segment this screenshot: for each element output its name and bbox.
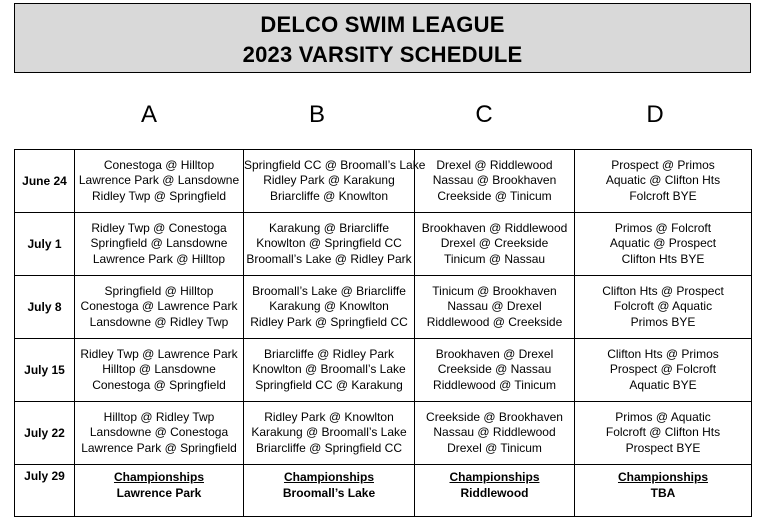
matchups-cell-b	[244, 402, 415, 465]
championship-row	[15, 465, 752, 517]
week-date: July 8	[15, 276, 75, 339]
matchups-cell-b	[244, 213, 415, 276]
matchup: Folcroft BYE	[629, 188, 697, 203]
matchup: Tinicum @ Nassau	[443, 251, 546, 266]
championship-label: Championships	[113, 470, 204, 484]
matchups-cell-d	[575, 402, 752, 465]
division-header-d: D	[646, 101, 664, 128]
championship-venue: TBA	[650, 486, 676, 500]
matchup: Creekside @ Nassau	[437, 362, 552, 377]
matchups-cell-d	[575, 150, 752, 213]
matchup: Briarcliffe @ Ridley Park	[264, 346, 394, 361]
championship-cell-c	[415, 465, 575, 517]
championship-venue: Lawrence Park	[116, 486, 202, 500]
table-row	[15, 276, 752, 339]
matchup: Springfield CC @ Karakung	[255, 377, 403, 392]
matchup: Brookhaven @ Riddlewood	[421, 220, 568, 235]
table-row	[15, 213, 752, 276]
matchups-cell-c	[415, 276, 575, 339]
division-header-a: A	[140, 101, 157, 128]
matchup: Clifton Hts BYE	[621, 251, 705, 266]
matchups-cell-d	[575, 276, 752, 339]
matchup: Folcroft @ Aquatic	[613, 299, 713, 314]
week-date: July 22	[15, 402, 75, 465]
matchup: Clifton Hts @ Prospect	[602, 283, 724, 298]
matchup: Drexel @ Riddlewood	[436, 157, 553, 172]
matchup: Lawrence Park @ Hilltop	[92, 251, 226, 266]
matchup: Folcroft @ Clifton Hts	[605, 425, 721, 440]
division-header-c: C	[475, 101, 493, 128]
table-row	[15, 339, 752, 402]
matchup: Creekside @ Brookhaven	[426, 409, 563, 424]
matchup: Conestoga @ Hilltop	[103, 157, 215, 172]
matchups-cell-b	[244, 150, 426, 213]
matchup: Hilltop @ Lansdowne	[102, 362, 216, 377]
matchup: Riddlewood @ Tinicum	[433, 377, 556, 392]
matchup: Creekside @ Tinicum	[437, 188, 552, 203]
championship-cell-d	[575, 465, 752, 517]
week-date: July 1	[15, 213, 75, 276]
division-header-b: B	[308, 101, 325, 128]
matchups-cell-d	[575, 213, 752, 276]
schedule-title: 2023 VARSITY SCHEDULE	[242, 42, 523, 67]
matchup: Broomall’s Lake @ Briarcliffe	[252, 283, 406, 298]
matchup: Lansdowne @ Ridley Twp	[89, 314, 229, 329]
championship-venue: Broomall’s Lake	[282, 486, 376, 500]
matchups-cell-c	[415, 402, 575, 465]
matchup: Springfield @ Hilltop	[104, 283, 214, 298]
matchup: Briarcliffe @ Springfield CC	[255, 440, 402, 455]
matchups-cell-c	[415, 339, 575, 402]
matchup: Springfield CC @ Broomall’s Lake	[244, 157, 426, 172]
matchup: Prospect @ Folcroft	[609, 362, 717, 377]
matchup: Tinicum @ Brookhaven	[432, 283, 557, 298]
matchup: Prospect BYE	[625, 440, 701, 455]
championship-cell-a	[75, 465, 244, 517]
matchup: Conestoga @ Springfield	[92, 377, 226, 392]
matchup: Aquatic @ Prospect	[609, 236, 717, 251]
matchup: Primos BYE	[630, 314, 696, 329]
table-row	[15, 150, 752, 213]
matchup: Ridley Park @ Karakung	[263, 173, 395, 188]
championship-label: Championships	[617, 470, 708, 484]
matchup: Karakung @ Broomall’s Lake	[251, 425, 407, 440]
matchup: Springfield @ Lansdowne	[90, 236, 228, 251]
matchup: Hilltop @ Ridley Twp	[103, 409, 215, 424]
matchup: Lansdowne @ Conestoga	[89, 425, 229, 440]
matchups-cell-c	[415, 150, 575, 213]
matchup: Drexel @ Creekside	[440, 236, 549, 251]
matchup: Knowlton @ Springfield CC	[256, 236, 402, 251]
division-headers	[14, 101, 751, 135]
table-row	[15, 402, 752, 465]
matchup: Knowlton @ Broomall’s Lake	[252, 362, 406, 377]
schedule-table	[14, 149, 752, 517]
matchup: Karakung @ Knowlton	[269, 299, 389, 314]
matchups-cell-b	[244, 276, 415, 339]
matchup: Aquatic @ Clifton Hts	[605, 173, 721, 188]
matchup: Nassau @ Riddlewood	[433, 425, 556, 440]
title-banner	[14, 3, 751, 73]
week-date: June 24	[15, 150, 75, 213]
matchups-cell-a	[75, 402, 244, 465]
matchups-cell-a	[75, 213, 244, 276]
championship-label: Championships	[283, 470, 374, 484]
matchup: Clifton Hts @ Primos	[607, 346, 719, 361]
matchup: Lawrence Park @ Springfield	[81, 440, 237, 455]
matchup: Broomall’s Lake @ Ridley Park	[246, 251, 412, 266]
week-date: July 15	[15, 339, 75, 402]
matchup: Briarcliffe @ Knowlton	[269, 188, 388, 203]
matchup: Nassau @ Brookhaven	[432, 173, 557, 188]
matchup: Brookhaven @ Drexel	[435, 346, 554, 361]
championship-venue: Riddlewood	[460, 486, 529, 500]
matchup: Conestoga @ Lawrence Park	[80, 299, 238, 314]
matchups-cell-d	[575, 339, 752, 402]
matchup: Riddlewood @ Creekside	[426, 314, 563, 329]
matchup: Nassau @ Drexel	[447, 299, 542, 314]
matchup: Primos @ Folcroft	[614, 220, 712, 235]
matchup: Ridley Park @ Springfield CC	[250, 314, 408, 329]
championship-label: Championships	[449, 470, 540, 484]
matchup: Prospect @ Primos	[611, 157, 715, 172]
matchup: Ridley Twp @ Lawrence Park	[80, 346, 238, 361]
championship-date: July 29	[15, 465, 75, 517]
championship-cell-b	[244, 465, 415, 517]
matchup: Lawrence Park @ Lansdowne	[78, 173, 240, 188]
matchups-cell-a	[75, 150, 244, 213]
matchup: Primos @ Aquatic	[615, 409, 711, 424]
matchup: Karakung @ Briarcliffe	[268, 220, 389, 235]
matchup: Ridley Park @ Knowlton	[264, 409, 394, 424]
matchups-cell-a	[75, 276, 244, 339]
matchups-cell-a	[75, 339, 244, 402]
matchup: Ridley Twp @ Springfield	[91, 188, 227, 203]
matchup: Ridley Twp @ Conestoga	[91, 220, 227, 235]
matchup: Drexel @ Tinicum	[447, 440, 542, 455]
league-title: DELCO SWIM LEAGUE	[260, 12, 505, 37]
matchup: Aquatic BYE	[629, 377, 697, 392]
matchups-cell-c	[415, 213, 575, 276]
matchups-cell-b	[244, 339, 415, 402]
